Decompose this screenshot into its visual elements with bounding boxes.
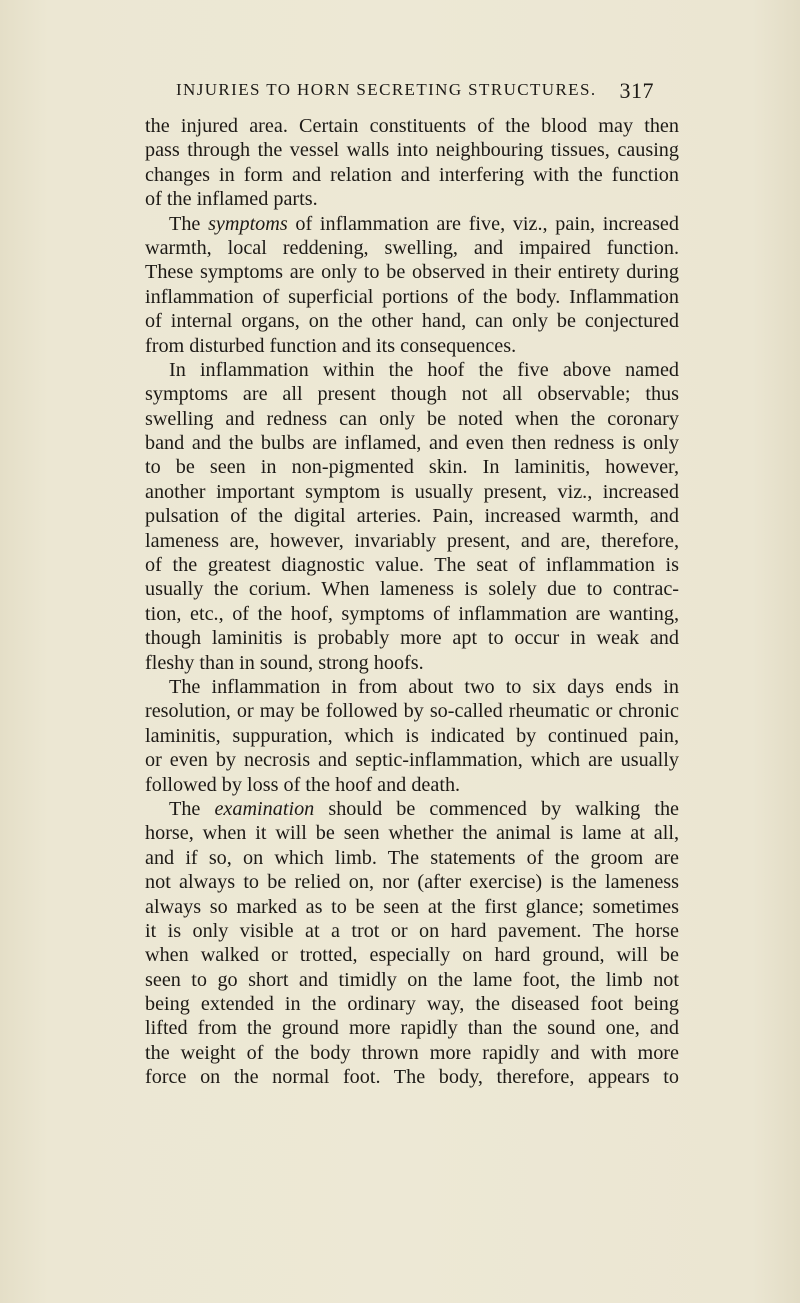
text-line: force on the normal foot. The body, therefore, appears to (145, 1066, 679, 1089)
text-fragment: The (169, 797, 215, 820)
text-line: from disturbed function and its consequences. (145, 334, 517, 357)
text-line: In inflammation within the hoof the five above named (169, 358, 679, 381)
paragraph-course (145, 675, 679, 797)
text-line: The inflammation in from about two to six days ends in (169, 675, 679, 698)
running-head: INJURIES TO HORN SECRETING STRUCTURES. (176, 80, 597, 99)
text-line: to be seen in non-pigmented skin. In laminitis, however, (145, 456, 679, 479)
text-line: band and the bulbs are inflamed, and even then redness is only (145, 432, 679, 455)
text-line: seen to go short and timidly on the lame foot, the limb not (145, 968, 679, 991)
text-line: lifted from the ground more rapidly than the sound one, and (145, 1017, 679, 1040)
text-line: being extended in the ordinary way, the diseased foot being (145, 993, 679, 1016)
paragraph-inflammation-spread (145, 114, 679, 212)
text-line: horse, when it will be seen whether the animal is lame at all, (145, 822, 679, 845)
text-line: pass through the vessel walls into neighbouring tissues, causing (145, 139, 679, 162)
text-line: changes in form and relation and interfering with the function (145, 163, 679, 186)
paragraph-hoof-inflammation (145, 358, 679, 675)
text-line (145, 797, 679, 821)
text-fragment: should be commenced by walking the (314, 797, 679, 820)
paragraph-examination (145, 797, 679, 1090)
text-line (145, 212, 679, 236)
text-line: warmth, local reddening, swelling, and impaired function. (145, 236, 679, 259)
text-line: and if so, on which limb. The statements of the groom are (145, 846, 679, 869)
text-line: of the greatest diagnostic value. The seat of inflammation is (145, 554, 679, 577)
text-line: followed by loss of the hoof and death. (145, 773, 461, 796)
italic-term-symptoms: symptoms (208, 212, 288, 235)
text-line: the injured area. Certain constituents of the blood may then (145, 115, 679, 137)
text-fragment: of inflammation are five, viz., pain, increased (287, 212, 679, 235)
text-line: the weight of the body thrown more rapidly and with more (145, 1041, 679, 1064)
text-line: or even by necrosis and septic-inflammation, which are usually (145, 749, 679, 772)
text-line: it is only visible at a trot or on hard pavement. The horse (145, 919, 679, 942)
text-line: not always to be relied on, nor (after exercise) is the lameness (145, 871, 679, 894)
page-number: 317 (619, 78, 654, 103)
text-line: pulsation of the digital arteries. Pain, increased warmth, and (145, 505, 679, 528)
text-line: when walked or trotted, especially on hard ground, will be (145, 944, 679, 967)
page-header (176, 78, 654, 106)
text-line: though laminitis is probably more apt to occur in weak and (145, 627, 679, 650)
italic-term-examination: examination (214, 797, 315, 820)
text-line: swelling and redness can only be noted when the coronary (145, 407, 679, 430)
text-line: inflammation of superficial portions of the body. Inflammation (145, 285, 679, 308)
text-line: always so marked as to be seen at the first glance; sometimes (145, 895, 679, 918)
text-line: symptoms are all present though not all observable; thus (145, 383, 679, 406)
paragraph-symptoms (145, 212, 679, 358)
text-line: lameness are, however, invariably present, and are, therefore, (145, 529, 679, 552)
text-fragment: The (169, 212, 209, 235)
text-line: another important symptom is usually present, viz., increased (145, 480, 679, 503)
text-line: of internal organs, on the other hand, can only be conjectured (145, 310, 679, 333)
text-line: fleshy than in sound, strong hoofs. (145, 651, 424, 674)
text-line: resolution, or may be followed by so-called rheumatic or chronic (145, 700, 679, 723)
body-text (145, 114, 679, 1090)
text-line: of the inflamed parts. (145, 188, 318, 211)
text-line: These symptoms are only to be observed in their entirety during (145, 261, 679, 284)
text-line: tion, etc., of the hoof, symptoms of inflammation are wanting, (145, 602, 679, 625)
text-line: laminitis, suppuration, which is indicated by continued pain, (145, 724, 679, 747)
text-line: usually the corium. When lameness is solely due to contrac- (145, 578, 679, 601)
